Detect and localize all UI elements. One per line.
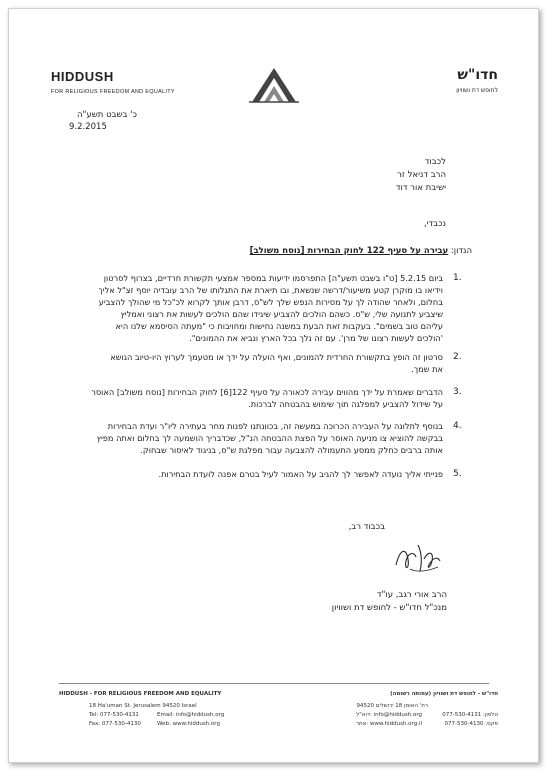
- footer-he-email: info@hiddush.org :דוא"ל: [356, 712, 422, 718]
- closing-regards: בכבוד רב,: [348, 522, 385, 532]
- subject-text: עבירה על סעיף 122 לחוק הבחירות [נוסח משולב]: [249, 246, 449, 256]
- recipient-line1: לכבוד: [424, 157, 446, 167]
- logo-en-name: HIDDUSH: [51, 69, 114, 84]
- paragraph-line: הדברים שאמרת על ידך מהווים עבירה לכאורה על סעיף 122[6] לחוק הבחירות [נוסח משולב] האוסר: [91, 387, 443, 397]
- paragraph-line: אותה ברבים כחלק ממסע התעמולה להצבעה עבור מפלגת ש"ס, בניגוד לאיסור שבחוק.: [140, 445, 443, 455]
- footer-en-web: Web: www.hiddush.org: [157, 721, 220, 727]
- paragraph-1-number: 1.: [453, 273, 462, 283]
- footer-en-email: Email: info@hiddush.org: [157, 712, 225, 718]
- paragraph-line: פנייתי אליך נועדה לאפשר לך להגיב על האמור לעיל בטרם אפנה לועדת הבחירות.: [158, 469, 443, 479]
- paragraph-5: [59, 468, 443, 480]
- signer-title: מנכ"ל חדו"ש - לחופש דת ושוויון: [331, 603, 447, 613]
- date-hebrew: כ' בשבט תשע"ה: [77, 110, 137, 120]
- paragraph-line: את שמך.: [411, 364, 443, 374]
- paragraph-line: בנוסף לתלונה על העבירה הכרוכה במעשה זה, בכוונתנו לפנות מחר בעתירה ליו"ר ועדת הבחירות: [107, 421, 443, 431]
- paragraph-line: עליהם טוב בשמים". בעקבות זאת הבעת במשנה נחישות ומחויבות כי "מעתה הסיסמא שלנו היא: [115, 321, 443, 331]
- paragraph-line: שיצביע לתנועה שלי, ש"ס. כשהם הולכים להצביע שיגידו שהם הולכים לעשות את רצוני ואמליץ: [120, 309, 443, 319]
- footer-he-tel: טלפון: 077-530-4131: [442, 712, 498, 718]
- paragraph-3-number: 3.: [453, 387, 462, 397]
- signer-name: הרב אורי רגב, עו"ד: [376, 590, 447, 600]
- greeting: נכבדי,: [423, 219, 446, 229]
- footer-en-tel: Tel: 077-530-4131: [89, 712, 139, 718]
- recipient-line2: הרב דניאל זר: [397, 170, 446, 180]
- footer-he-web: www.hiddush.org.il :אתר: [355, 721, 422, 727]
- paragraph-line: ביום 5.2.15 [ט"ו בשבט תשע"ה] התפרסמו ידיעות במספר אמצעי תקשורת חרדיים, בצרוף לסרטון: [103, 273, 443, 283]
- paragraph-2: [59, 351, 443, 375]
- signature-image: [392, 539, 444, 575]
- logo-he-tagline: לחופש דת ושוויון: [456, 87, 498, 94]
- footer-he-fax: פקס: 077-530-4130: [444, 721, 498, 727]
- paragraph-4-number: 4.: [453, 421, 462, 431]
- paragraph-1: [59, 272, 443, 344]
- footer-divider: [59, 683, 489, 684]
- paragraph-line: 'הולכים לעשות רצונו של מרן'. עם זה נלך בכל הארץ ונביא את ההמונים".: [189, 333, 443, 343]
- footer-he-address: רח' האומן 18 ירושלים 94520: [356, 703, 428, 709]
- paragraph-4: [59, 420, 443, 456]
- footer-en-org: HIDDUSH - FOR RELIGIOUS FREEDOM AND EQUALITY: [59, 691, 222, 697]
- subject-line: [250, 245, 472, 257]
- footer-en-address: 18 Ha'uman St. Jerusalem 94520 Israel: [89, 703, 197, 709]
- letter-page: [8, 8, 539, 763]
- paragraph-line: בבקשה להוציא צו מניעה האוסר על הפצת ההבטחה הנ"ל, שכדבריך הושמעה לך בחלום ואתה מפיץ: [96, 433, 443, 443]
- recipient-line3: ישיבת אור דוד: [395, 183, 446, 193]
- date-gregorian: 9.2.2015: [69, 122, 107, 132]
- paragraph-line: בחלום, ולאחר שהודה לך על מסירות הנפש שלך לש"ס, דרבן אותך לקרוא לכ"כל מי שהולך להצביע: [98, 297, 443, 307]
- footer-he-org: חדו"ש - לחופש דת ושוויון (עמותה רשומה): [390, 691, 498, 697]
- subject-label: הנדון:: [450, 246, 472, 256]
- logo-he-name: חדו"ש: [457, 67, 498, 83]
- paragraph-3: [59, 386, 443, 410]
- paragraph-line: סרטון זה הופץ בתקשורת החרדית להמונים, ואף הועלה על ידך או מטעמך לערוץ היו-טיוב הנושא: [110, 352, 443, 362]
- footer-en-fax: Fax: 077-530-4130: [89, 721, 141, 727]
- logo-en-tagline: FOR RELIGIOUS FREEDOM AND EQUALITY: [51, 89, 175, 95]
- paragraph-line: וידיאו בו מוקרן קטע משיעור/דרשה שנשאת, ובו תיארת את התגלותו של הרב עובדיה יוסף זצ"ל אליך: [98, 285, 443, 295]
- hiddush-logo-icon: [249, 64, 299, 104]
- paragraph-5-number: 5.: [453, 469, 462, 479]
- paragraph-line: על שידול להצביע למפלגה תוך שימוש בהבטחה לברכות.: [248, 399, 443, 409]
- paragraph-2-number: 2.: [453, 352, 462, 362]
